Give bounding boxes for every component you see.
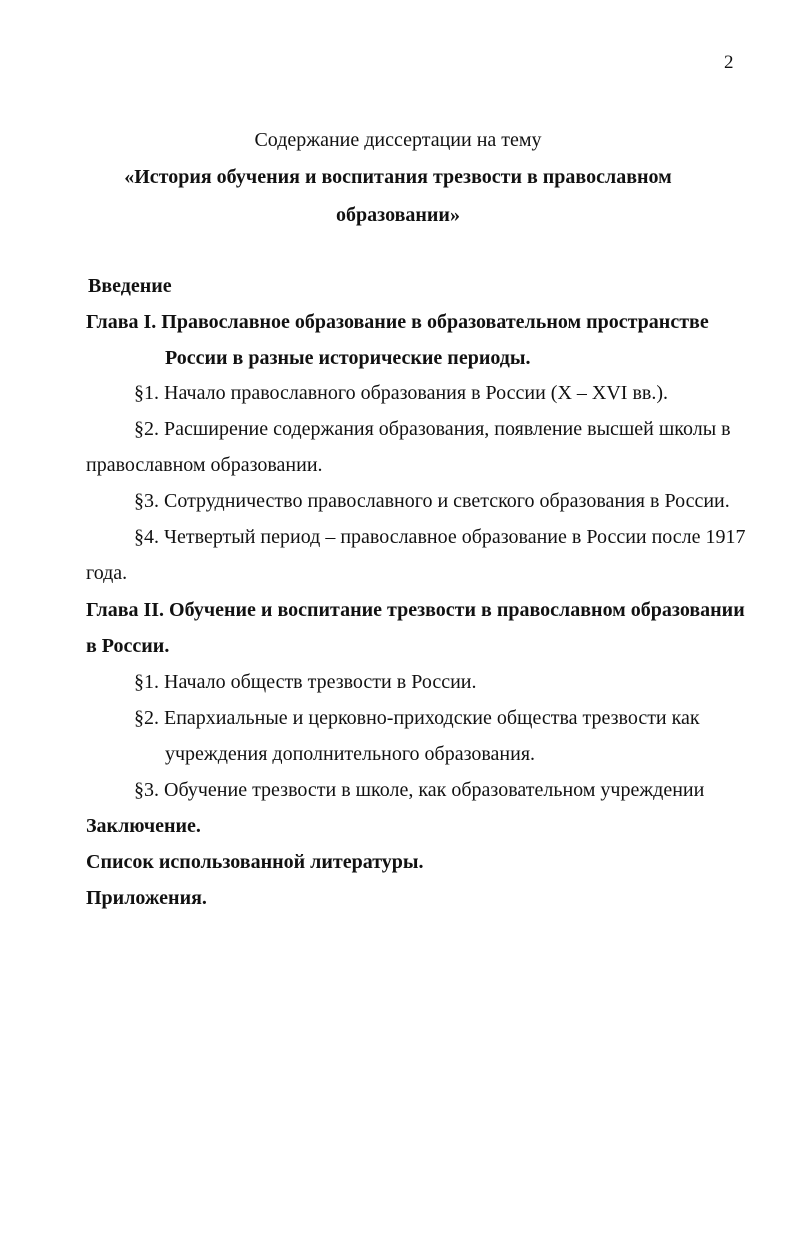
toc-chapter1-title-line2: России в разные исторические периоды. <box>165 347 531 369</box>
heading-line: Содержание диссертации на тему <box>254 129 542 151</box>
page-number: 2 <box>724 52 734 73</box>
toc-chapter1-section2-line1: §2. Расширение содержания образования, появление высшей школы в <box>134 418 731 440</box>
toc-introduction: Введение <box>88 275 172 297</box>
toc-chapter1-section3: §3. Сотрудничество православного и светского образования в России. <box>134 490 730 512</box>
dissertation-title-line2: образовании» <box>336 204 460 226</box>
toc-chapter2-section3: §3. Обучение трезвости в школе, как образовательном учреждении <box>134 779 705 801</box>
toc-chapter1-title-line1: Глава I. Православное образование в образовательном пространстве <box>86 311 709 333</box>
toc-chapter1-section4-line1: §4. Четвертый период – православное образование в России после 1917 <box>134 526 746 548</box>
toc-references: Список использованной литературы. <box>86 851 424 873</box>
toc-chapter1-section1: §1. Начало православного образования в России (X – XVI вв.). <box>134 382 669 404</box>
toc-appendices: Приложения. <box>86 887 207 909</box>
toc-chapter2-title-line2: в России. <box>86 635 170 657</box>
toc-conclusion: Заключение. <box>86 815 201 837</box>
dissertation-title-line1: «История обучения и воспитания трезвости в православном <box>124 166 672 188</box>
toc-chapter2-section2-line2: учреждения дополнительного образования. <box>165 743 536 765</box>
toc-chapter2-title-line1: Глава II. Обучение и воспитание трезвости в православном образовании <box>86 599 745 621</box>
toc-chapter1-section2-line2: православном образовании. <box>86 454 323 476</box>
toc-chapter1-section4-line2: года. <box>86 562 128 584</box>
toc-chapter2-section1: §1. Начало обществ трезвости в России. <box>134 671 477 693</box>
toc-chapter2-section2-line1: §2. Епархиальные и церковно-приходские общества трезвости как <box>134 707 700 729</box>
